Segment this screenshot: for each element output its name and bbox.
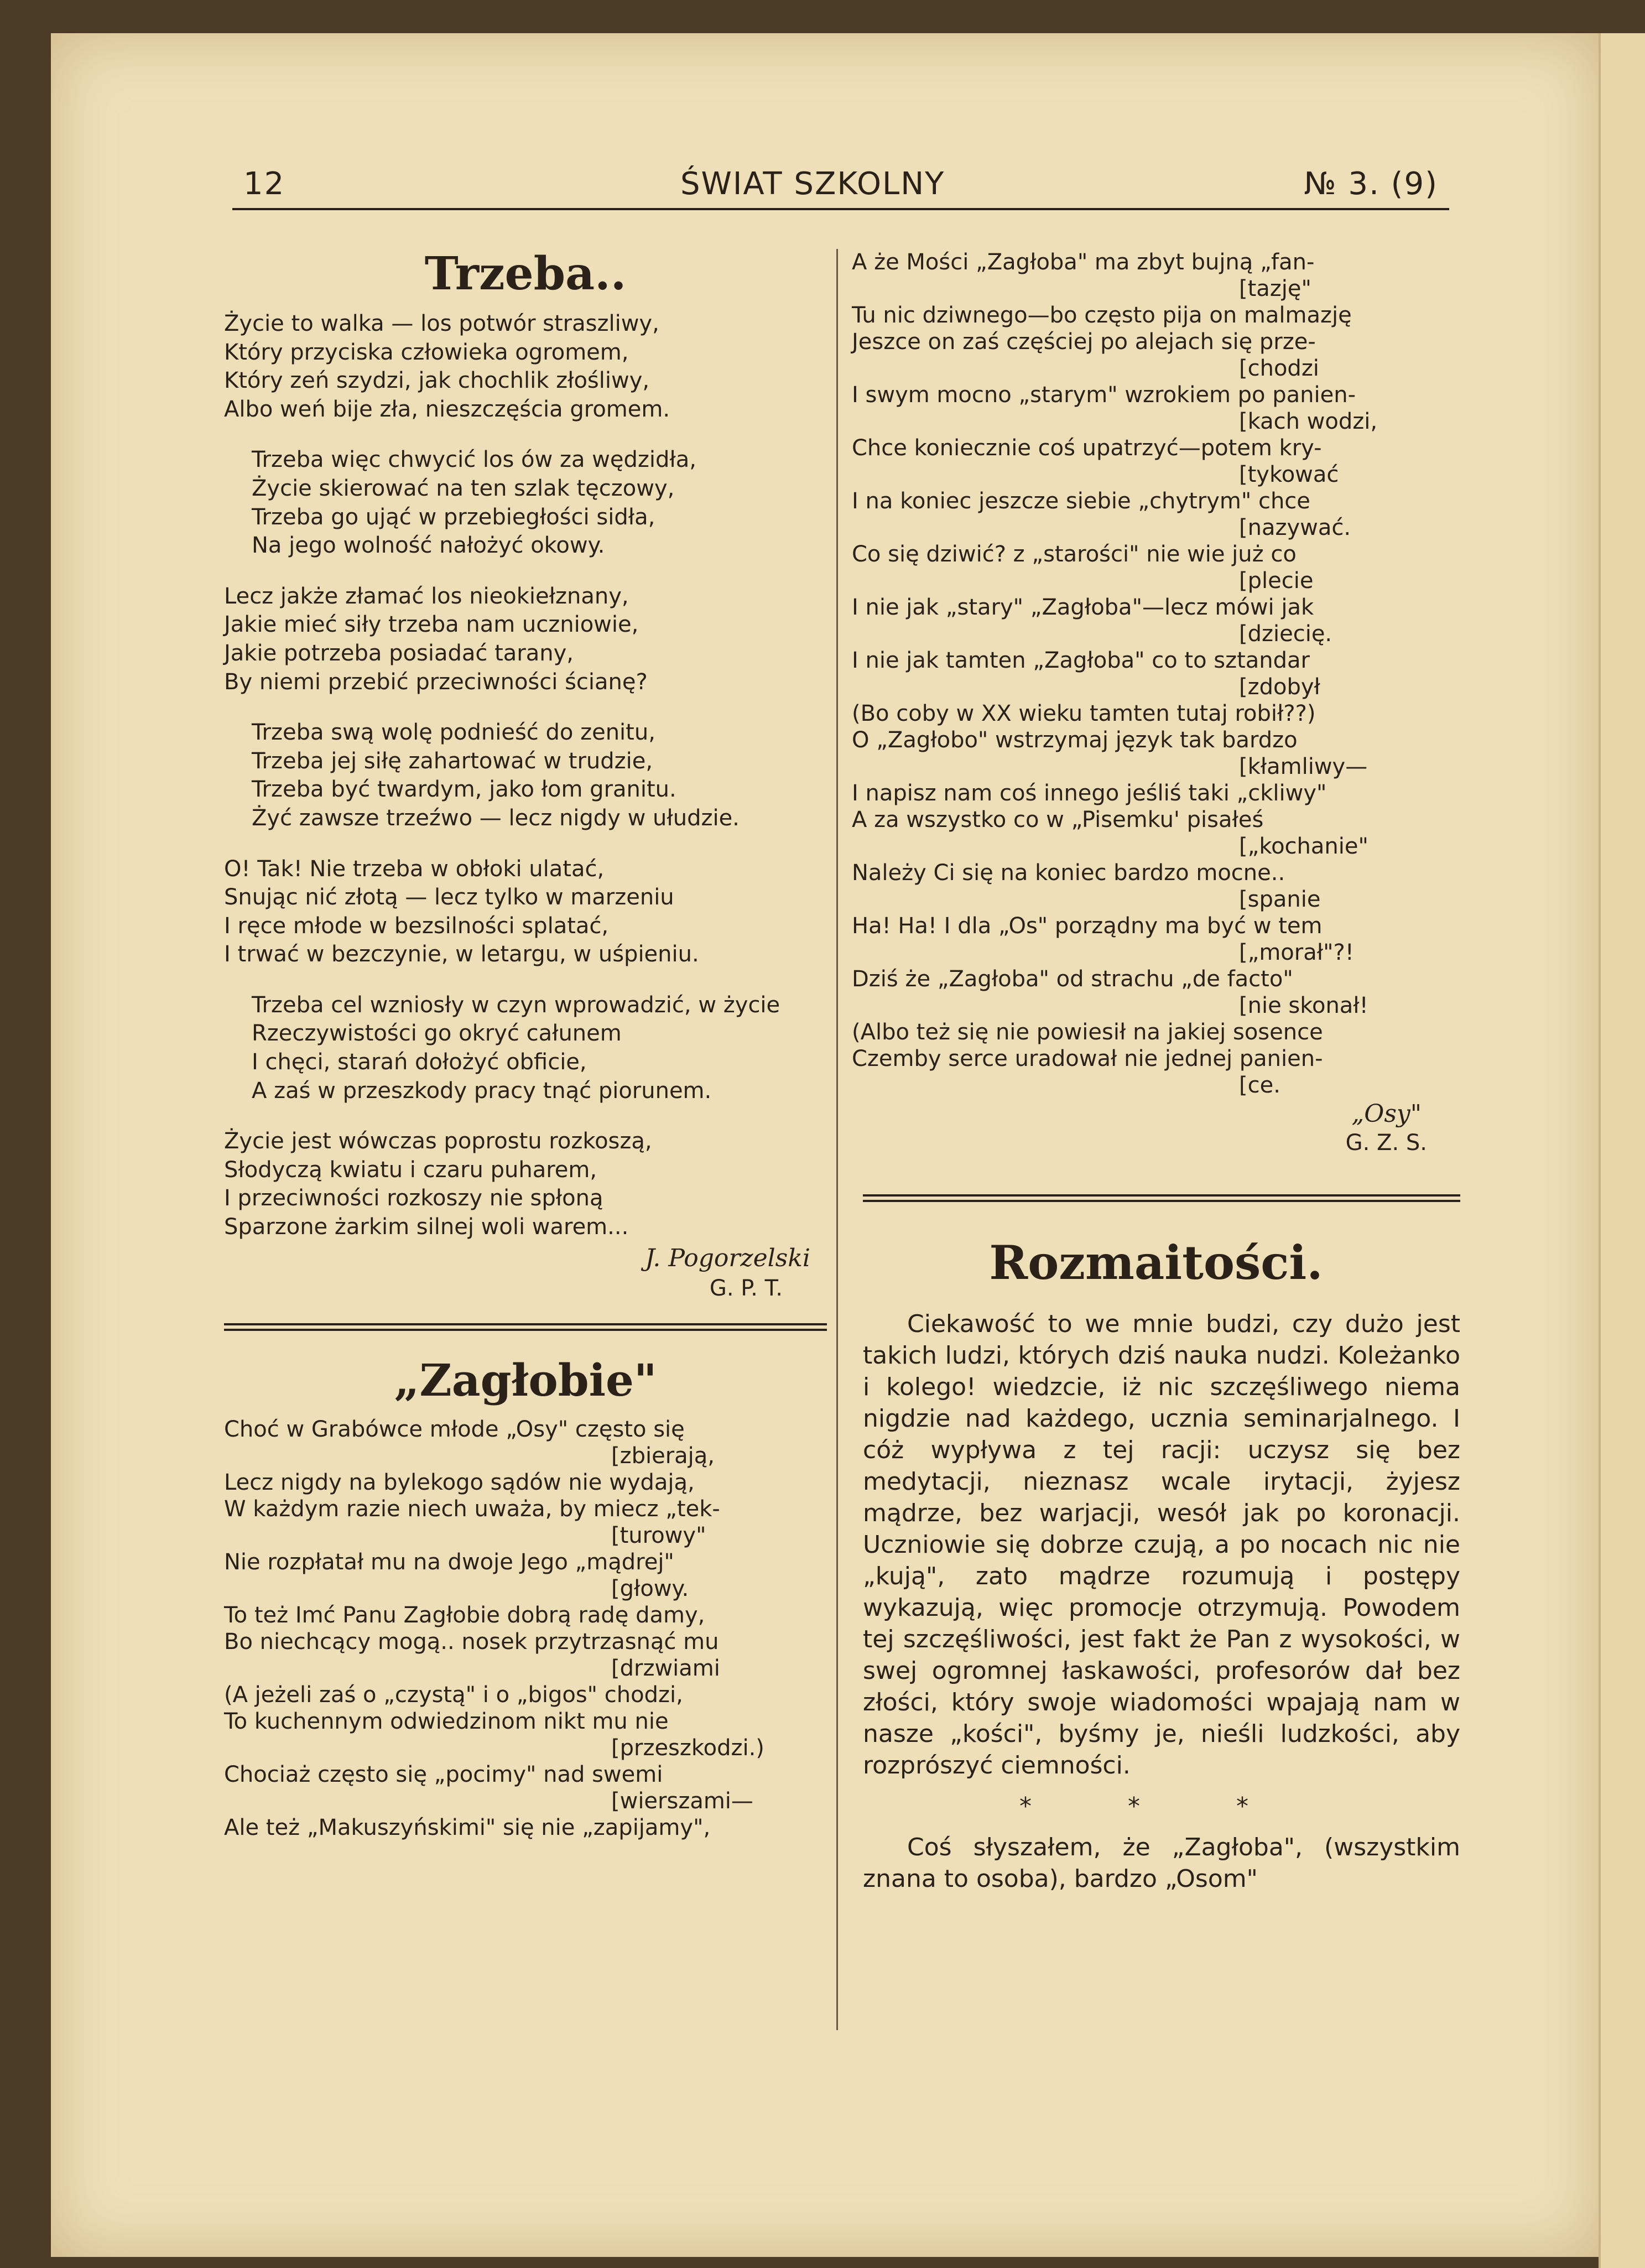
- poem-line: Słodyczą kwiatu i czaru puharem,: [224, 1157, 597, 1183]
- page-header: [232, 166, 1449, 205]
- poem-line: W każdym razie niech uważa, by miecz „tek-: [224, 1496, 720, 1522]
- poem-line: Czemby serce uradował nie jednej panien-: [852, 1046, 1323, 1071]
- rozmaitosci-paragraph-1: Ciekawość to we mnie budzi, czy dużo jest takich ludzi, których dziś nauka nudzi. Koleżanko i kolego! wiedzcie, iż nic szczęśliwego niema nigdzie nad każdego, ucznia seminarjalnego. I cóż wypływa z tej racji: uczysz się bez medytacji, nieznasz wcale irytacji, żyjesz mądrze, bez warjacji, wesół jak po koronacji. Uczniowie się dobrze czują, a po nocach nic nie „kują", zato mądrze rozumują i postępy wykazują, więc promocje otrzymują. Powodem tej szczęśliwości, jest fakt że Pan z wysokości, w swej ogromnej łaskawości, profesorów dał bez złości, który swoje wiadomości wpajają nam w nasze „kości", byśmy je, nieśli ludzkości, aby rozprószyć ciemności.: [863, 1310, 1460, 1780]
- poem-line: I napisz nam coś innego jeśliś taki „ckliwy": [852, 781, 1327, 806]
- poem-line: (Bo coby w XX wieku tamten tutaj robił??): [852, 701, 1316, 726]
- poem-line-continuation: [zbierają,: [611, 1443, 715, 1469]
- poem-line: I swym mocno „starym" wzrokiem po panien-: [852, 382, 1356, 408]
- poem-line: Sparzone żarkim silnej woli warem...: [224, 1214, 629, 1240]
- poem-line: A za wszystko co w „Pisemku' pisałeś: [852, 807, 1264, 833]
- poem-line-continuation: [tazję": [1239, 276, 1311, 301]
- poem-title-trzeba: Trzeba..: [424, 247, 627, 300]
- poem-line-continuation: [tykować: [1239, 462, 1339, 487]
- poem-zaglobie-continued: [852, 249, 1460, 1099]
- poem-line: Żyć zawsze trzeźwo — lecz nigdy w ułudzie.: [252, 805, 740, 831]
- poem-line: Trzeba swą wolę podnieść do zenitu,: [252, 720, 655, 746]
- poem-line-continuation: [dziecię.: [1239, 621, 1332, 647]
- poem-line: Który zeń szydzi, jak chochlik złośliwy,: [224, 368, 650, 394]
- next-page-edge: [1599, 33, 1645, 2268]
- poem-line: I na koniec jeszcze siebie „chytrym" chce: [852, 488, 1310, 514]
- poem-line-continuation: [chodzi: [1239, 356, 1319, 381]
- rozmaitosci-paragraph-2: Coś słyszałem, że „Zagłoba", (wszystkim znana to osoba), bardzo „Osom": [863, 1833, 1460, 1893]
- poem-line: I trwać w bezczynie, w letargu, w uśpieniu.: [224, 941, 699, 967]
- poem-line: Chociaż często się „pocimy" nad swemi: [224, 1761, 663, 1787]
- poem-line-continuation: [turowy": [611, 1522, 706, 1548]
- page-number: 12: [243, 166, 285, 202]
- poem-line-continuation: [plecie: [1239, 568, 1314, 594]
- poem-line: Życie to walka — los potwór straszliwy,: [224, 311, 659, 336]
- poem-line: Trzeba go ująć w przebiegłości sidła,: [252, 504, 655, 530]
- section-title-rozmaitosci: Rozmaitości.: [989, 1235, 1323, 1290]
- poem-line: Rzeczywistości go okryć całunem: [252, 1021, 622, 1047]
- poem-line: A że Mości „Zagłoba" ma zbyt bujną „fan-: [852, 249, 1315, 275]
- poem-line: Należy Ci się na koniec bardzo mocne..: [852, 860, 1285, 886]
- poem-line: Nie rozpłatał mu na dwoje Jego „mądrej": [224, 1549, 674, 1575]
- poem-line-continuation: [„morał"?!: [1239, 940, 1354, 965]
- poem-line: Bo niechcący mogą.. nosek przytrzasnąć mu: [224, 1629, 719, 1655]
- poem-line: Trzeba więc chwycić los ów za wędzidła,: [252, 447, 696, 473]
- section-rule: [224, 1323, 827, 1331]
- poem-line: (Albo też się nie powiesił na jakiej sosence: [852, 1019, 1323, 1045]
- poem-line: I ręce młode w bezsilności splatać,: [224, 913, 609, 939]
- section-rule-right: [863, 1194, 1460, 1202]
- issue-number: № 3. (9): [1304, 166, 1438, 202]
- poem-line-continuation: [zdobył: [1239, 674, 1320, 700]
- poem-line: Ale też „Makuszyńskimi" się nie „zapijamy",: [224, 1814, 711, 1840]
- poem-line: Trzeba cel wzniosły w czyn wprowadzić, w życie: [252, 992, 780, 1018]
- poem-line: O! Tak! Nie trzeba w obłoki ulatać,: [224, 856, 605, 882]
- poem-line: O „Zagłobo" wstrzymaj język tak bardzo: [852, 727, 1298, 753]
- poem-author-group: G. P. T.: [709, 1275, 783, 1301]
- poem-line: I przeciwności rozkoszy nie spłoną: [224, 1185, 603, 1211]
- poem-line-continuation: [spanie: [1239, 887, 1321, 912]
- journal-title: ŚWIAT SZKOLNY: [680, 166, 945, 202]
- poem-line-continuation: [nazywać.: [1239, 515, 1351, 540]
- poem-line: Albo weń bije zła, nieszczęścia gromem.: [224, 396, 670, 422]
- right-column: [852, 249, 1460, 1895]
- poem-line: Jakie potrzeba posiadać tarany,: [224, 640, 574, 666]
- poem-line: Jeszce on zaś częściej po alejach się prze-: [852, 329, 1316, 355]
- poem-line: (A jeżeli zaś o „czystą" i o „bigos" chodzi,: [224, 1682, 683, 1708]
- poem-line: Choć w Grabówce młode „Osy" często się: [224, 1416, 685, 1442]
- poem-line-continuation: [kach wodzi,: [1239, 409, 1378, 434]
- poem-line: Snując nić złotą — lecz tylko w marzeniu: [224, 885, 674, 911]
- poem-zaglobie-author: „Osy": [1351, 1100, 1422, 1128]
- poem-zaglobie: [224, 1416, 827, 1841]
- poem-line-continuation: [głowy.: [611, 1575, 689, 1601]
- poem-line: Chce koniecznie coś upatrzyć—potem kry-: [852, 435, 1322, 461]
- header-rule: [232, 208, 1449, 210]
- poem-line: To kuchennym odwiedzinom nikt mu nie: [224, 1708, 669, 1734]
- poem-line: Tu nic dziwnego—bo często pija on malmazję: [852, 303, 1352, 328]
- poem-line: Na jego wolność nałożyć okowy.: [252, 533, 605, 559]
- poem-line: Lecz nigdy na bylekogo sądów nie wydają,: [224, 1469, 695, 1495]
- poem-trzeba: [224, 310, 827, 1242]
- poem-line: Trzeba być twardym, jako łom granitu.: [252, 777, 676, 803]
- poem-line: I nie jak tamten „Zagłoba" co to sztandar: [852, 648, 1310, 673]
- poem-line: Jakie mieć siły trzeba nam uczniowie,: [224, 612, 639, 638]
- poem-line: Lecz jakże złamać los nieokiełznany,: [224, 583, 629, 609]
- poem-line: Który przyciska człowieka ogromem,: [224, 339, 629, 365]
- poem-line: Trzeba jej siłę zahartować w trudzie,: [252, 748, 653, 774]
- poem-line: To też Imć Panu Zagłobie dobrą radę damy,: [224, 1602, 705, 1628]
- poem-line: By niemi przebić przeciwności ścianę?: [224, 669, 648, 695]
- poem-zaglobie-author-group: G. Z. S.: [1345, 1130, 1427, 1156]
- poem-line-continuation: [ce.: [1239, 1073, 1280, 1098]
- poem-line: Życie jest wówczas poprostu rozkoszą,: [224, 1128, 652, 1154]
- poem-line-continuation: [przeszkodzi.): [611, 1735, 764, 1761]
- poem-line: Co się dziwić? z „starości" nie wie już co: [852, 542, 1297, 567]
- poem-author: J. Pogorzelski: [645, 1244, 810, 1272]
- poem-line: Ha! Ha! I dla „Os" porządny ma być w tem: [852, 913, 1323, 939]
- poem-line-continuation: [nie skonał!: [1239, 993, 1368, 1018]
- poem-line: A zaś w przeszkody pracy tnąć piorunem.: [252, 1078, 712, 1104]
- poem-line: Życie skierować na ten szlak tęczowy,: [252, 475, 675, 501]
- poem-line: I chęci, starań dołożyć obficie,: [252, 1049, 587, 1075]
- poem-line-continuation: [drzwiami: [611, 1655, 720, 1681]
- poem-line-continuation: [wierszami—: [611, 1788, 753, 1814]
- poem-line: I nie jak „stary" „Zagłoba"—lecz mówi jak: [852, 595, 1314, 620]
- poem-line: Dziś że „Zagłoba" od strachu „de facto": [852, 966, 1293, 992]
- left-column: [224, 243, 827, 1841]
- poem-title-zaglobie: „Zagłobie": [394, 1354, 657, 1406]
- section-stars: * * *: [1019, 1792, 1293, 1820]
- poem-line-continuation: [„kochanie": [1239, 834, 1368, 859]
- poem-line-continuation: [kłamliwy—: [1239, 754, 1368, 779]
- column-divider: [836, 249, 838, 2030]
